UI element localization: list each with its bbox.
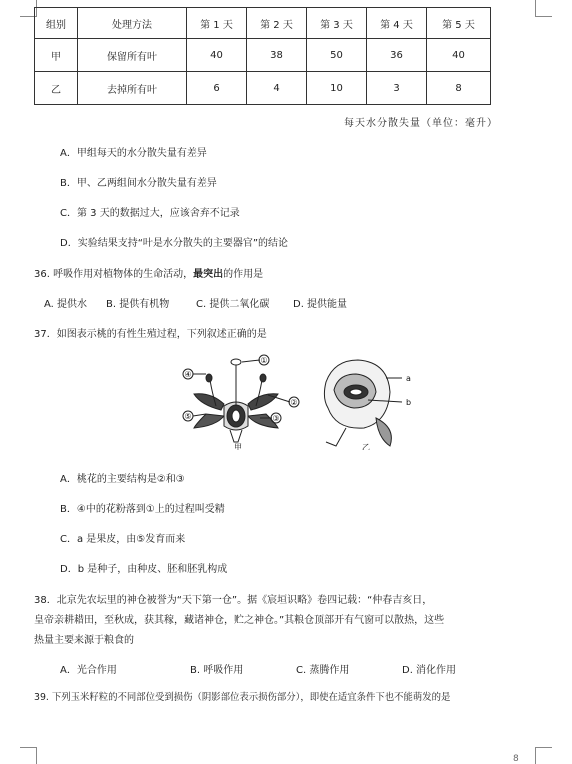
q36-option-b: B. 提供有机物 xyxy=(106,299,170,310)
label-5: ⑤ xyxy=(184,412,192,421)
table-cell: 甲 xyxy=(35,39,78,72)
label-2: ② xyxy=(290,398,298,407)
label-yi: 乙 xyxy=(362,443,370,450)
header-cell: 第 2 天 xyxy=(247,8,307,39)
table-cell: 38 xyxy=(247,39,307,72)
q38-stem-line-2: 皇帝亲耕耤田，至秋成，获其稼，藏诸神仓，贮之神仓。”其粮仓顶部开有气窗可以散热，这些 xyxy=(34,615,445,626)
q35-option-b: B．甲、乙两组间水分散失量有差异 xyxy=(60,178,217,189)
q37-option-d-text: D．b 是种子，由种皮、胚和胚乳构成 xyxy=(60,564,228,575)
q38-option-d: D. 消化作用 xyxy=(402,665,457,676)
table-cell: 4 xyxy=(247,72,307,105)
water-loss-table xyxy=(34,7,491,105)
crop-mark-bottom-right xyxy=(535,747,552,764)
header-cell: 处理方法 xyxy=(78,8,187,39)
table-cell: 40 xyxy=(187,39,247,72)
q37-option-a: A．桃花的主要结构是②和③ xyxy=(60,474,185,485)
q37-option-b: B．④中的花粉落到①上的过程叫受精 xyxy=(60,504,225,515)
table-cell: 去掉所有叶 xyxy=(78,72,187,105)
label-b: b xyxy=(406,398,412,407)
q37-stem: 37．如图表示桃的有性生殖过程，下列叙述正确的是 xyxy=(34,329,267,340)
label-1: ① xyxy=(260,356,268,365)
q38-stem-line-3: 热量主要来源于粮食的 xyxy=(34,635,134,646)
table-header-row xyxy=(35,8,491,39)
q36-stem xyxy=(34,265,263,280)
q37-option-c: C．a 是果皮，由⑤发育而来 xyxy=(60,534,186,545)
q38-option-b: B. 呼吸作用 xyxy=(190,665,244,676)
q36-stem-emphasis: 最突出 xyxy=(193,269,224,280)
flower-fruit-diagram xyxy=(176,350,416,450)
table-cell: 保留所有叶 xyxy=(78,39,187,72)
header-cell: 第 4 天 xyxy=(367,8,427,39)
crop-mark-bottom-left xyxy=(20,747,37,764)
q36-option-d: D. 提供能量 xyxy=(293,299,348,310)
header-cell: 组别 xyxy=(35,8,78,39)
q36-stem-suffix: 的作用是 xyxy=(223,269,264,280)
crop-mark-top-right xyxy=(535,0,552,17)
table-cell: 8 xyxy=(427,72,491,105)
table-cell: 3 xyxy=(367,72,427,105)
q37-option-d xyxy=(60,560,227,575)
q36-option-c: C. 提供二氧化碳 xyxy=(196,299,270,310)
header-cell: 第 1 天 xyxy=(187,8,247,39)
table-cell: 乙 xyxy=(35,72,78,105)
header-cell: 第 3 天 xyxy=(307,8,367,39)
label-a: a xyxy=(406,374,411,383)
q35-option-a: A．甲组每天的水分散失量有差异 xyxy=(60,148,207,159)
header-cell: 第 5 天 xyxy=(427,8,491,39)
q36-stem-prefix: 36. 呼吸作用对植物体的生命活动， xyxy=(34,269,194,280)
q38-stem-line-1: 38．北京先农坛里的神仓被誉为“天下第一仓”。据《宸垣识略》卷四记载：“仲春吉亥日， xyxy=(34,595,433,606)
table-cell: 10 xyxy=(307,72,367,105)
q38-option-a: A．光合作用 xyxy=(60,665,117,676)
page-number: 8 xyxy=(513,754,519,764)
q36-option-a: A. 提供水 xyxy=(44,299,88,310)
q38-option-c: C. 蒸腾作用 xyxy=(296,665,350,676)
peach-reproduction-figure xyxy=(176,350,416,453)
table-cell: 50 xyxy=(307,39,367,72)
table-cell: 40 xyxy=(427,39,491,72)
q35-option-d: D．实验结果支持“叶是水分散失的主要器官”的结论 xyxy=(60,238,289,249)
table-note: 每天水分散失量（单位：毫升） xyxy=(344,118,498,129)
table-row xyxy=(35,72,491,105)
label-3: ③ xyxy=(272,414,280,423)
table-cell: 6 xyxy=(187,72,247,105)
label-jia: 甲 xyxy=(234,443,242,450)
q35-option-c: C．第 3 天的数据过大，应该舍弃不记录 xyxy=(60,208,240,219)
table-row xyxy=(35,39,491,72)
q39-stem: 39. 下列玉米籽粒的不同部位受到损伤（阴影部位表示损伤部分），即使在适宜条件下也不能萌发的是 xyxy=(34,692,451,703)
label-4: ④ xyxy=(184,370,192,379)
table-cell: 36 xyxy=(367,39,427,72)
